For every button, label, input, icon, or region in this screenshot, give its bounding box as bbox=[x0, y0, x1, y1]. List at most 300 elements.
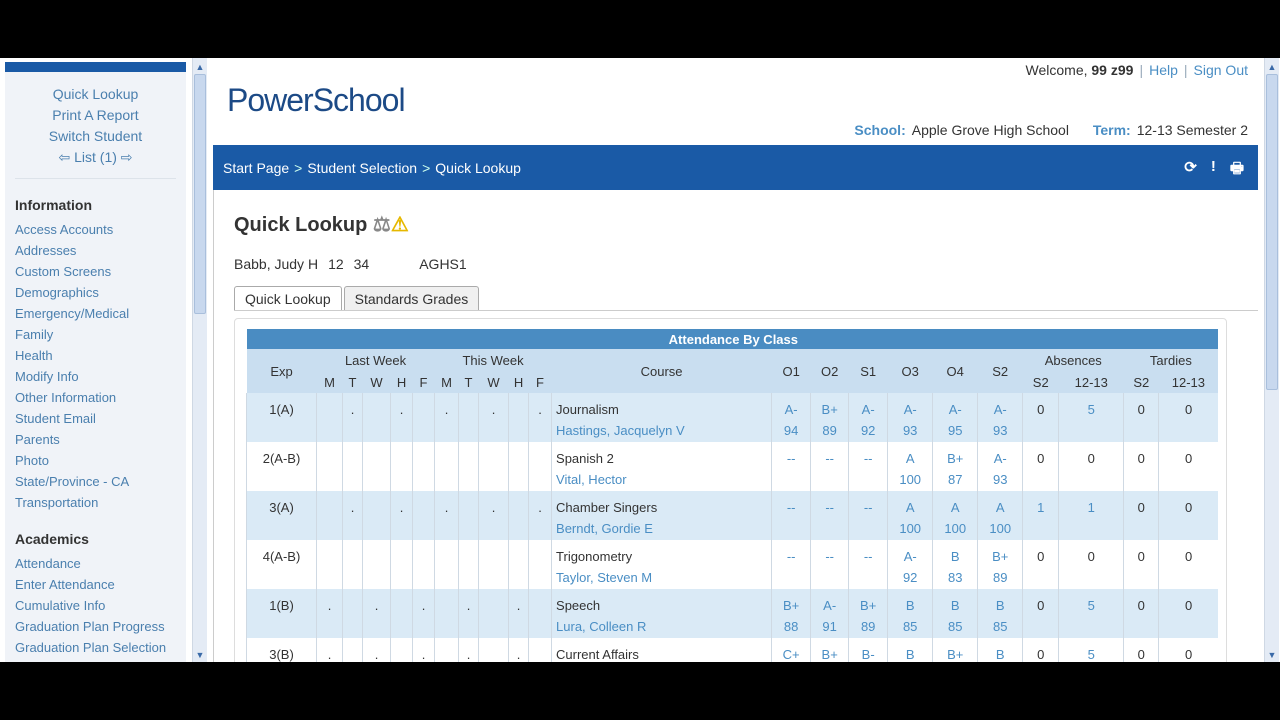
sidebar bbox=[5, 62, 186, 662]
col-day: F bbox=[529, 371, 552, 393]
percent-grade[interactable]: 93 bbox=[992, 472, 1008, 487]
letter-grade[interactable]: B+ bbox=[821, 647, 838, 662]
col-day: T bbox=[459, 371, 479, 393]
table-row bbox=[247, 491, 1219, 540]
letter-grade[interactable]: B- bbox=[861, 647, 875, 662]
course-cell bbox=[552, 638, 772, 662]
course-cell bbox=[552, 491, 772, 540]
letter-grade[interactable]: A- bbox=[903, 549, 917, 564]
attendance-cell[interactable] bbox=[435, 442, 459, 491]
grade-cell[interactable] bbox=[933, 540, 978, 589]
attendance-cell[interactable] bbox=[459, 540, 479, 589]
exp-cell: 3(B) bbox=[247, 638, 317, 662]
attendance-cell[interactable] bbox=[343, 589, 363, 638]
letter-grade[interactable]: B bbox=[950, 549, 960, 564]
letter-grade[interactable]: A- bbox=[861, 402, 875, 417]
letter-grade[interactable]: A bbox=[905, 500, 915, 515]
tab-quick-lookup[interactable]: Quick Lookup bbox=[234, 286, 342, 311]
term-value: 12-13 Semester 2 bbox=[1136, 122, 1248, 138]
col-term: O1 bbox=[772, 349, 811, 393]
count-cell[interactable]: 0 bbox=[1159, 589, 1218, 638]
percent-grade[interactable]: 92 bbox=[902, 570, 918, 585]
col-day: H bbox=[509, 371, 529, 393]
exp-cell: 4(A-B) bbox=[247, 540, 317, 589]
attendance-cell[interactable] bbox=[391, 540, 413, 589]
letter-grade[interactable]: -- bbox=[786, 451, 796, 466]
school-name: Apple Grove High School bbox=[911, 122, 1069, 138]
attendance-cell[interactable] bbox=[391, 638, 413, 662]
percent-grade[interactable]: 92 bbox=[860, 423, 876, 438]
course-cell bbox=[552, 589, 772, 638]
attendance-cell[interactable] bbox=[413, 442, 435, 491]
sidebar-item[interactable]: Photo bbox=[15, 453, 49, 468]
attendance-cell[interactable]: . bbox=[435, 393, 459, 442]
school-label: School: bbox=[854, 122, 906, 138]
attendance-cell[interactable] bbox=[435, 589, 459, 638]
percent-grade[interactable]: 100 bbox=[899, 521, 922, 536]
letter-grade[interactable]: -- bbox=[825, 451, 834, 466]
attendance-cell[interactable] bbox=[435, 540, 459, 589]
col-day: T bbox=[343, 371, 363, 393]
exp-cell: 2(A-B) bbox=[247, 442, 317, 491]
attendance-cell[interactable]: . bbox=[529, 491, 552, 540]
term-label: Term: bbox=[1092, 122, 1131, 138]
letter-grade[interactable]: A bbox=[995, 500, 1005, 515]
grade-cell[interactable] bbox=[849, 540, 888, 589]
count-cell[interactable]: 0 bbox=[1159, 540, 1218, 589]
content bbox=[213, 190, 1258, 662]
col-term: O2 bbox=[811, 349, 849, 393]
alert-icon[interactable]: ! bbox=[1210, 158, 1216, 175]
sidebar-item[interactable]: Modify Info bbox=[15, 369, 79, 384]
attendance-cell[interactable]: . bbox=[317, 589, 343, 638]
attendance-cell[interactable] bbox=[509, 491, 529, 540]
sidebar-item[interactable]: Graduation Plan Selection bbox=[15, 640, 167, 655]
grade-cell[interactable] bbox=[888, 393, 933, 442]
attendance-cell[interactable] bbox=[479, 638, 509, 662]
user-name: 99 z99 bbox=[1091, 62, 1134, 78]
attendance-cell[interactable]: . bbox=[459, 638, 479, 662]
grade-cell[interactable] bbox=[811, 540, 849, 589]
grade-cell[interactable] bbox=[849, 393, 888, 442]
course-name[interactable]: Journalism bbox=[556, 402, 619, 417]
print-icon[interactable]: 🖶 bbox=[1229, 160, 1244, 177]
sidebar-item[interactable]: Access Accounts bbox=[15, 222, 114, 237]
col-exp: Exp bbox=[247, 349, 317, 393]
col-sub: S2 bbox=[1124, 371, 1159, 393]
percent-grade[interactable]: 85 bbox=[947, 619, 963, 634]
letter-grade[interactable]: B bbox=[950, 598, 960, 613]
grade-cell[interactable] bbox=[849, 638, 888, 662]
col-term: S1 bbox=[849, 349, 888, 393]
attendance-cell[interactable] bbox=[509, 442, 529, 491]
sidebar-section-title: Information bbox=[15, 197, 92, 213]
letter-grade[interactable]: A- bbox=[993, 451, 1007, 466]
sidebar-top-link[interactable]: ⇦ List (1) ⇨ bbox=[58, 149, 133, 165]
col-this-week: This Week bbox=[435, 349, 552, 371]
student-name: Babb, Judy H bbox=[234, 256, 319, 272]
count-cell[interactable]: 1 bbox=[1023, 491, 1059, 540]
student-grade: 12 bbox=[328, 256, 344, 272]
count-cell[interactable]: 0 bbox=[1124, 638, 1159, 662]
letter-grade[interactable]: -- bbox=[786, 549, 796, 564]
scroll-up-icon[interactable]: ▲ bbox=[195, 62, 205, 72]
scrollbar-thumb[interactable] bbox=[194, 74, 206, 314]
letter-grade[interactable]: B bbox=[995, 647, 1005, 662]
teacher-link[interactable]: Lura, Colleen R bbox=[556, 619, 647, 634]
grade-cell[interactable] bbox=[772, 442, 811, 491]
sidebar-scrollbar[interactable] bbox=[192, 58, 207, 662]
col-day: F bbox=[413, 371, 435, 393]
attendance-cell[interactable] bbox=[343, 540, 363, 589]
sidebar-item[interactable]: Enter Attendance bbox=[15, 577, 115, 592]
grade-cell[interactable] bbox=[933, 491, 978, 540]
exp-cell: 1(B) bbox=[247, 589, 317, 638]
course-name[interactable]: Speech bbox=[556, 598, 601, 613]
attendance-cell[interactable] bbox=[479, 442, 509, 491]
grade-cell[interactable] bbox=[888, 540, 933, 589]
letter-grade[interactable]: A- bbox=[993, 402, 1007, 417]
percent-grade[interactable]: 91 bbox=[822, 619, 837, 634]
grade-cell[interactable] bbox=[978, 540, 1023, 589]
col-day: W bbox=[363, 371, 391, 393]
percent-grade[interactable]: 93 bbox=[902, 423, 918, 438]
col-term: O3 bbox=[888, 349, 933, 393]
sidebar-top-link[interactable]: Quick Lookup bbox=[52, 86, 139, 102]
attendance-cell[interactable] bbox=[435, 638, 459, 662]
attendance-cell[interactable] bbox=[509, 540, 529, 589]
grade-cell[interactable] bbox=[772, 589, 811, 638]
main-area bbox=[213, 58, 1258, 662]
grade-cell[interactable] bbox=[888, 638, 933, 662]
sidebar-item[interactable]: Family bbox=[15, 327, 54, 342]
count-cell[interactable]: 0 bbox=[1159, 442, 1218, 491]
grade-cell[interactable] bbox=[978, 589, 1023, 638]
sidebar-item[interactable]: Emergency/Medical bbox=[15, 306, 130, 321]
grade-cell[interactable] bbox=[933, 393, 978, 442]
grade-cell[interactable] bbox=[888, 589, 933, 638]
grade-cell[interactable] bbox=[811, 638, 849, 662]
attendance-cell[interactable] bbox=[363, 540, 391, 589]
grade-cell[interactable] bbox=[849, 442, 888, 491]
attendance-cell[interactable] bbox=[459, 393, 479, 442]
grade-cell[interactable] bbox=[888, 491, 933, 540]
attendance-cell[interactable]: . bbox=[413, 638, 435, 662]
col-sub: 12-13 bbox=[1059, 371, 1124, 393]
sidebar-item[interactable]: Transportation bbox=[15, 495, 99, 510]
school-term-info bbox=[834, 122, 1248, 138]
attendance-cell[interactable]: . bbox=[459, 589, 479, 638]
attendance-cell[interactable]: . bbox=[391, 491, 413, 540]
grade-cell[interactable] bbox=[978, 393, 1023, 442]
count-cell[interactable]: 5 bbox=[1059, 393, 1124, 442]
refresh-icon[interactable]: ⟳ bbox=[1184, 159, 1197, 176]
sidebar-item[interactable]: Custom Screens bbox=[15, 264, 112, 279]
breadcrumb: Start Page > Student Selection > Quick Lookup ⟳ ! 🖶 bbox=[213, 145, 1258, 190]
attendance-cell[interactable]: . bbox=[363, 589, 391, 638]
attendance-cell[interactable] bbox=[529, 540, 552, 589]
attendance-cell[interactable]: . bbox=[509, 638, 529, 662]
count-cell[interactable]: 0 bbox=[1023, 393, 1059, 442]
grade-cell[interactable] bbox=[978, 491, 1023, 540]
attendance-cell[interactable] bbox=[459, 491, 479, 540]
attendance-cell[interactable]: . bbox=[435, 491, 459, 540]
page-title: Quick Lookup ⚖⚠ bbox=[234, 214, 409, 236]
attendance-cell[interactable] bbox=[413, 540, 435, 589]
powerschool-logo[interactable]: PowerSchool bbox=[227, 82, 405, 118]
count-cell[interactable]: 0 bbox=[1124, 393, 1159, 442]
col-course: Course bbox=[552, 349, 772, 393]
letter-grade[interactable]: B+ bbox=[860, 598, 877, 613]
attendance-cell[interactable]: . bbox=[343, 491, 363, 540]
count-cell[interactable]: 0 bbox=[1059, 442, 1124, 491]
grade-cell[interactable] bbox=[978, 638, 1023, 662]
sidebar-item[interactable]: Health bbox=[15, 348, 53, 363]
count-cell[interactable]: 0 bbox=[1059, 540, 1124, 589]
count-cell[interactable]: 0 bbox=[1124, 442, 1159, 491]
percent-grade[interactable]: 83 bbox=[947, 570, 963, 585]
attendance-cell[interactable]: . bbox=[391, 393, 413, 442]
letter-grade[interactable]: A bbox=[905, 451, 915, 466]
exp-cell: 3(A) bbox=[247, 491, 317, 540]
col-sub: S2 bbox=[1023, 371, 1059, 393]
attendance-cell[interactable]: . bbox=[479, 491, 509, 540]
grade-cell[interactable] bbox=[772, 393, 811, 442]
course-cell bbox=[552, 540, 772, 589]
letter-grade[interactable]: B bbox=[905, 647, 915, 662]
letter-grade[interactable]: A- bbox=[948, 402, 962, 417]
course-name[interactable]: Trigonometry bbox=[556, 549, 633, 564]
student-info bbox=[234, 256, 477, 272]
grade-cell[interactable] bbox=[933, 638, 978, 662]
browser-viewport bbox=[0, 58, 1280, 662]
scroll-up-icon[interactable]: ▲ bbox=[1267, 62, 1277, 72]
letter-grade[interactable]: A- bbox=[903, 402, 917, 417]
attendance-panel bbox=[234, 318, 1227, 662]
percent-grade[interactable]: 88 bbox=[783, 619, 799, 634]
count-cell[interactable]: 0 bbox=[1159, 491, 1218, 540]
letter-grade[interactable]: -- bbox=[863, 549, 873, 564]
user-bar: Welcome, 99 z99 | Help | Sign Out bbox=[1025, 62, 1248, 78]
tab-standards-grades[interactable]: Standards Grades bbox=[344, 286, 480, 311]
page-scrollbar[interactable] bbox=[1264, 58, 1279, 662]
sidebar-item[interactable]: State/Province - CA bbox=[15, 474, 130, 489]
scale-icon[interactable]: ⚖ bbox=[372, 214, 391, 236]
col-last-week: Last Week bbox=[317, 349, 435, 371]
letter-grade[interactable]: B+ bbox=[947, 451, 964, 466]
attendance-cell[interactable] bbox=[391, 589, 413, 638]
course-cell bbox=[552, 442, 772, 491]
attendance-cell[interactable] bbox=[479, 540, 509, 589]
attendance-cell[interactable] bbox=[529, 442, 552, 491]
attendance-cell[interactable] bbox=[343, 442, 363, 491]
col-day: H bbox=[391, 371, 413, 393]
grade-cell[interactable] bbox=[811, 491, 849, 540]
attendance-cell[interactable] bbox=[317, 393, 343, 442]
count-cell[interactable]: 0 bbox=[1124, 491, 1159, 540]
breadcrumb-student-selection[interactable]: Student Selection bbox=[307, 160, 418, 176]
attendance-cell[interactable]: . bbox=[413, 589, 435, 638]
sidebar-item[interactable]: Addresses bbox=[15, 243, 77, 258]
attendance-table bbox=[246, 329, 1218, 662]
grade-cell[interactable] bbox=[849, 491, 888, 540]
percent-grade[interactable]: 87 bbox=[947, 472, 963, 487]
attendance-cell[interactable]: . bbox=[509, 589, 529, 638]
grade-cell[interactable] bbox=[933, 589, 978, 638]
attendance-cell[interactable] bbox=[391, 442, 413, 491]
teacher-link[interactable]: Vital, Hector bbox=[556, 472, 627, 487]
table-row bbox=[247, 638, 1219, 662]
grade-cell[interactable] bbox=[849, 589, 888, 638]
percent-grade[interactable]: 89 bbox=[860, 619, 876, 634]
table-row bbox=[247, 442, 1219, 491]
count-cell[interactable]: 0 bbox=[1023, 638, 1059, 662]
course-cell bbox=[552, 393, 772, 442]
teacher-link[interactable]: Berndt, Gordie E bbox=[556, 521, 653, 536]
letter-grade[interactable]: -- bbox=[863, 500, 873, 515]
sidebar-item[interactable]: Demographics bbox=[15, 285, 99, 300]
attendance-cell[interactable] bbox=[343, 638, 363, 662]
count-cell[interactable]: 0 bbox=[1124, 589, 1159, 638]
exp-cell: 1(A) bbox=[247, 393, 317, 442]
attendance-cell[interactable] bbox=[317, 491, 343, 540]
course-name[interactable]: Chamber Singers bbox=[556, 500, 658, 515]
letter-grade[interactable]: B+ bbox=[783, 598, 800, 613]
course-name[interactable]: Spanish 2 bbox=[556, 451, 614, 466]
sidebar-item[interactable]: Parents bbox=[15, 432, 60, 447]
attendance-cell[interactable]: . bbox=[529, 393, 552, 442]
teacher-link[interactable]: Taylor, Steven M bbox=[556, 570, 653, 585]
table-row bbox=[247, 589, 1219, 638]
attendance-cell[interactable]: . bbox=[343, 393, 363, 442]
attendance-cell[interactable] bbox=[413, 491, 435, 540]
letter-grade[interactable]: B bbox=[995, 598, 1005, 613]
col-term: S2 bbox=[978, 349, 1023, 393]
col-absences: Absences bbox=[1023, 349, 1124, 371]
sidebar-item[interactable]: Other Information bbox=[15, 390, 117, 405]
count-cell[interactable]: 0 bbox=[1023, 589, 1059, 638]
attendance-cell[interactable] bbox=[317, 442, 343, 491]
letter-grade[interactable]: B+ bbox=[992, 549, 1009, 564]
percent-grade[interactable]: 100 bbox=[899, 472, 922, 487]
table-row bbox=[247, 540, 1219, 589]
letter-grade[interactable]: B bbox=[905, 598, 915, 613]
attendance-cell[interactable] bbox=[529, 589, 552, 638]
count-cell[interactable]: 1 bbox=[1059, 491, 1124, 540]
attendance-cell[interactable] bbox=[459, 442, 479, 491]
grade-cell[interactable] bbox=[978, 442, 1023, 491]
count-cell[interactable]: 0 bbox=[1023, 442, 1059, 491]
attendance-cell[interactable] bbox=[509, 393, 529, 442]
attendance-cell[interactable] bbox=[363, 491, 391, 540]
col-term: O4 bbox=[933, 349, 978, 393]
col-day: M bbox=[317, 371, 343, 393]
student-school-code: AGHS1 bbox=[419, 256, 467, 272]
letter-grade[interactable]: -- bbox=[825, 549, 834, 564]
grade-cell[interactable] bbox=[772, 638, 811, 662]
sign-out-link[interactable]: Sign Out bbox=[1193, 62, 1248, 78]
percent-grade[interactable]: 85 bbox=[992, 619, 1008, 634]
percent-grade[interactable]: 93 bbox=[992, 423, 1008, 438]
letter-grade[interactable]: B+ bbox=[821, 402, 838, 417]
grade-cell[interactable] bbox=[772, 491, 811, 540]
attendance-cell[interactable] bbox=[529, 638, 552, 662]
attendance-cell[interactable] bbox=[363, 442, 391, 491]
teacher-link[interactable]: Hastings, Jacquelyn V bbox=[556, 423, 685, 438]
letter-grade[interactable]: A bbox=[950, 500, 960, 515]
scroll-down-icon[interactable]: ▼ bbox=[195, 650, 205, 660]
count-cell[interactable]: 0 bbox=[1124, 540, 1159, 589]
attendance-cell[interactable] bbox=[479, 589, 509, 638]
letter-grade[interactable]: -- bbox=[863, 451, 873, 466]
letter-grade[interactable]: -- bbox=[825, 500, 834, 515]
count-cell[interactable]: 5 bbox=[1059, 638, 1124, 662]
attendance-cell[interactable]: . bbox=[363, 638, 391, 662]
letter-grade[interactable]: B+ bbox=[947, 647, 964, 662]
grade-cell[interactable] bbox=[811, 393, 849, 442]
percent-grade[interactable]: 100 bbox=[989, 521, 1012, 536]
letter-grade[interactable]: -- bbox=[786, 500, 796, 515]
sidebar-top-link[interactable]: Switch Student bbox=[48, 128, 143, 144]
count-cell[interactable]: 0 bbox=[1159, 393, 1218, 442]
letter-grade[interactable]: A- bbox=[823, 598, 837, 613]
warning-icon[interactable]: ⚠ bbox=[390, 214, 409, 236]
table-row bbox=[247, 393, 1219, 442]
letter-grade[interactable]: A- bbox=[784, 402, 798, 417]
grade-cell[interactable] bbox=[772, 540, 811, 589]
course-name[interactable]: Current Affairs bbox=[556, 647, 639, 662]
help-link[interactable]: Help bbox=[1149, 62, 1178, 78]
breadcrumb-current: Quick Lookup bbox=[435, 160, 521, 176]
sidebar-item[interactable]: Cumulative Info bbox=[15, 598, 106, 613]
grade-cell[interactable] bbox=[888, 442, 933, 491]
col-day: M bbox=[435, 371, 459, 393]
col-sub: 12-13 bbox=[1159, 371, 1218, 393]
scrollbar-thumb[interactable] bbox=[1266, 74, 1278, 390]
letter-grade[interactable]: C+ bbox=[782, 647, 800, 662]
count-cell[interactable]: 0 bbox=[1159, 638, 1218, 662]
student-number: 34 bbox=[353, 256, 370, 272]
percent-grade[interactable]: 94 bbox=[783, 423, 799, 438]
table-title: Attendance By Class bbox=[247, 329, 1219, 349]
grade-cell[interactable] bbox=[933, 442, 978, 491]
percent-grade[interactable]: 100 bbox=[944, 521, 967, 536]
scroll-down-icon[interactable]: ▼ bbox=[1267, 650, 1277, 660]
col-tardies: Tardies bbox=[1124, 349, 1218, 371]
breadcrumb-start-page[interactable]: Start Page bbox=[223, 160, 290, 176]
percent-grade[interactable]: 89 bbox=[992, 570, 1008, 585]
attendance-cell[interactable]: . bbox=[317, 638, 343, 662]
sidebar-item[interactable]: Student Email bbox=[15, 411, 96, 426]
grade-cell[interactable] bbox=[811, 589, 849, 638]
welcome-text: Welcome, bbox=[1025, 62, 1088, 78]
attendance-cell[interactable]: . bbox=[479, 393, 509, 442]
attendance-cell[interactable] bbox=[363, 393, 391, 442]
sidebar-item[interactable]: Attendance bbox=[15, 556, 81, 571]
count-cell[interactable]: 5 bbox=[1059, 589, 1124, 638]
percent-grade[interactable]: 85 bbox=[902, 619, 918, 634]
sidebar-item[interactable]: Graduation Plan Progress bbox=[15, 619, 165, 634]
sidebar-section-title: Academics bbox=[15, 531, 89, 547]
sidebar-top-link[interactable]: Print A Report bbox=[52, 107, 139, 123]
attendance-cell[interactable] bbox=[317, 540, 343, 589]
grade-cell[interactable] bbox=[811, 442, 849, 491]
percent-grade[interactable]: 89 bbox=[822, 423, 837, 438]
count-cell[interactable]: 0 bbox=[1023, 540, 1059, 589]
col-day: W bbox=[479, 371, 509, 393]
attendance-cell[interactable] bbox=[413, 393, 435, 442]
percent-grade[interactable]: 95 bbox=[947, 423, 963, 438]
